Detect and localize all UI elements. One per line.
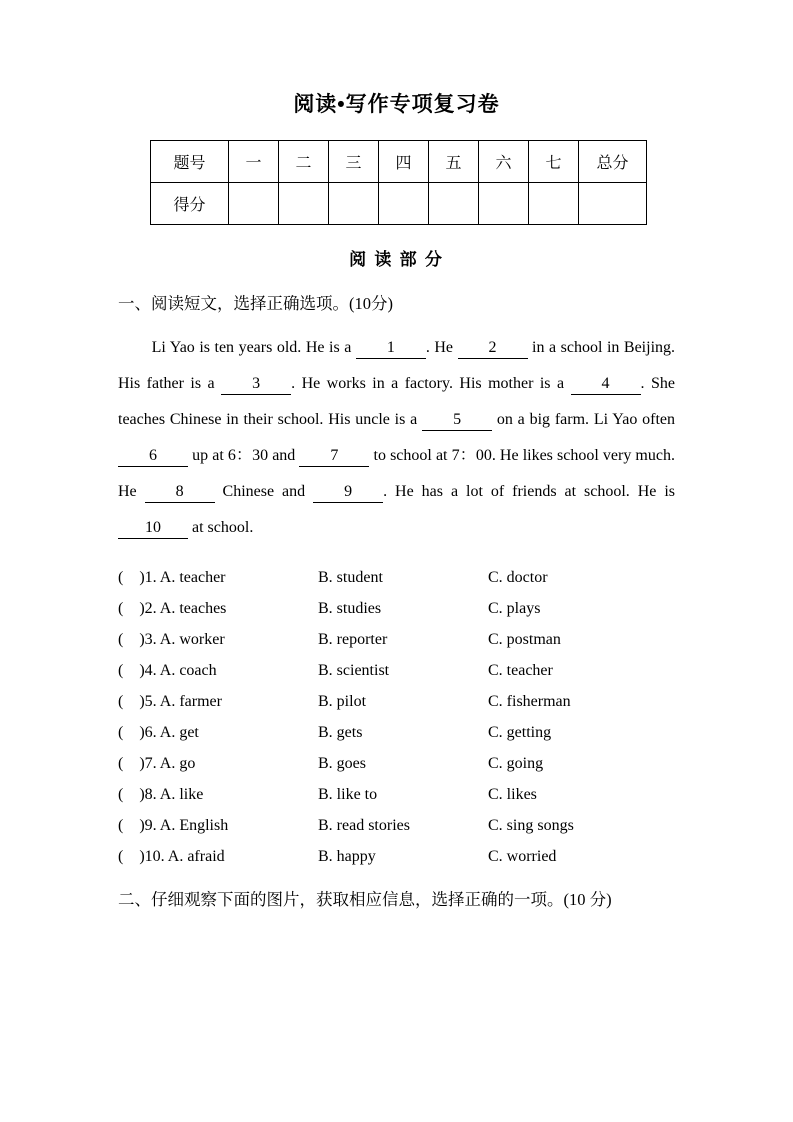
choice-option-a: ( )5. A. farmer: [118, 693, 222, 710]
score-empty-cell: [229, 183, 279, 225]
section-one-instruction: 一、阅读短文，选择正确选项。(10分): [118, 294, 393, 313]
score-table-header-cell: 六: [479, 141, 529, 183]
passage-blank: 8: [145, 482, 215, 503]
choice-option-c: C. plays: [488, 600, 541, 617]
passage-blank: 2: [458, 338, 528, 359]
choice-row: [118, 748, 675, 779]
passage-blank: 1: [356, 338, 426, 359]
choice-option-a: ( )9. A. English: [118, 817, 229, 834]
score-empty-cell: [479, 183, 529, 225]
score-table-label-cell: 题号: [151, 141, 229, 183]
score-table-header-cell: 三: [329, 141, 379, 183]
choice-option-b: B. like to: [318, 786, 378, 803]
choice-option-a: ( )7. A. go: [118, 755, 196, 772]
score-table-header-cell: 五: [429, 141, 479, 183]
choice-option-a: ( )8. A. like: [118, 786, 204, 803]
reading-section-heading: 阅 读 部 分: [349, 250, 444, 269]
choices-list: [118, 562, 675, 872]
passage-text: in a school in Beijing. His father is a: [118, 339, 676, 392]
passage-text: . He works in a factory. His mother is a: [291, 375, 571, 392]
choice-option-c: C. doctor: [488, 569, 548, 586]
passage-text: Chinese and: [214, 483, 314, 500]
choice-option-b: B. read stories: [318, 817, 410, 834]
choice-row: [118, 562, 675, 593]
choice-option-c: C. sing songs: [488, 817, 574, 834]
score-table-header-cell: 一: [229, 141, 279, 183]
score-empty-cell: [379, 183, 429, 225]
choice-row: [118, 655, 675, 686]
passage-text: . He: [425, 339, 458, 356]
passage-text: . He has a lot of friends at school. He is: [383, 483, 675, 500]
passage-blank: 6: [118, 446, 188, 467]
passage-blank: 9: [313, 482, 383, 503]
passage-text: to school at 7：00. He likes school very much. He: [118, 447, 675, 500]
score-table-score-row: [151, 183, 647, 225]
passage-text: up at 6：30 and: [188, 447, 300, 464]
choice-option-c: C. likes: [488, 786, 537, 803]
score-table-header-cell: 二: [279, 141, 329, 183]
score-table-header-cell: 总分: [579, 141, 647, 183]
choice-option-a: ( )2. A. teaches: [118, 600, 227, 617]
choice-option-a: ( )4. A. coach: [118, 662, 217, 679]
choice-option-b: B. scientist: [318, 662, 390, 679]
passage-text: Li Yao is ten years old. He is a: [151, 339, 356, 356]
score-label-cell: 得分: [151, 183, 229, 225]
passage-blank: 10: [118, 518, 188, 539]
choice-option-b: B. happy: [318, 848, 376, 865]
score-empty-cell: [279, 183, 329, 225]
score-empty-cell: [529, 183, 579, 225]
choice-row: [118, 717, 675, 748]
passage-blank: 7: [299, 446, 369, 467]
passage-blank: 4: [571, 374, 641, 395]
score-empty-cell: [579, 183, 647, 225]
score-table: [150, 140, 647, 225]
passage-text: . She teaches Chinese in their school. His uncle is a: [118, 375, 675, 428]
choice-row: [118, 841, 675, 872]
choice-option-c: C. going: [488, 755, 544, 772]
choice-option-c: C. getting: [488, 724, 552, 741]
choice-option-c: C. fisherman: [488, 693, 571, 710]
choice-row: [118, 779, 675, 810]
passage-blank: 3: [221, 374, 291, 395]
choice-option-a: ( )6. A. get: [118, 724, 199, 741]
choice-option-b: B. studies: [318, 600, 382, 617]
score-table-header-cell: 七: [529, 141, 579, 183]
choice-row: [118, 686, 675, 717]
score-table-header-cell: 四: [379, 141, 429, 183]
choice-option-b: B. goes: [318, 755, 366, 772]
score-table-header-row: [151, 141, 647, 183]
choice-option-b: B. gets: [318, 724, 363, 741]
section-two-instruction: 二、仔细观察下面的图片，获取相应信息，选择正确的一项。(10 分): [118, 890, 612, 909]
reading-passage: [118, 330, 675, 546]
passage-text: on a big farm. Li Yao often: [492, 411, 675, 428]
choice-row: [118, 810, 675, 841]
choice-row: [118, 624, 675, 655]
score-empty-cell: [329, 183, 379, 225]
choice-option-b: B. pilot: [318, 693, 367, 710]
choice-option-b: B. student: [318, 569, 383, 586]
choice-row: [118, 593, 675, 624]
choice-option-c: C. worried: [488, 848, 557, 865]
choice-option-a: ( )1. A. teacher: [118, 569, 226, 586]
choice-option-a: ( )3. A. worker: [118, 631, 225, 648]
choice-option-c: C. postman: [488, 631, 561, 648]
choice-option-a: ( )10. A. afraid: [118, 848, 225, 865]
page-title: 阅读•写作专项复习卷: [293, 93, 500, 116]
choice-option-b: B. reporter: [318, 631, 388, 648]
passage-blank: 5: [422, 410, 492, 431]
choice-option-c: C. teacher: [488, 662, 553, 679]
score-empty-cell: [429, 183, 479, 225]
passage-text: at school.: [188, 519, 254, 536]
